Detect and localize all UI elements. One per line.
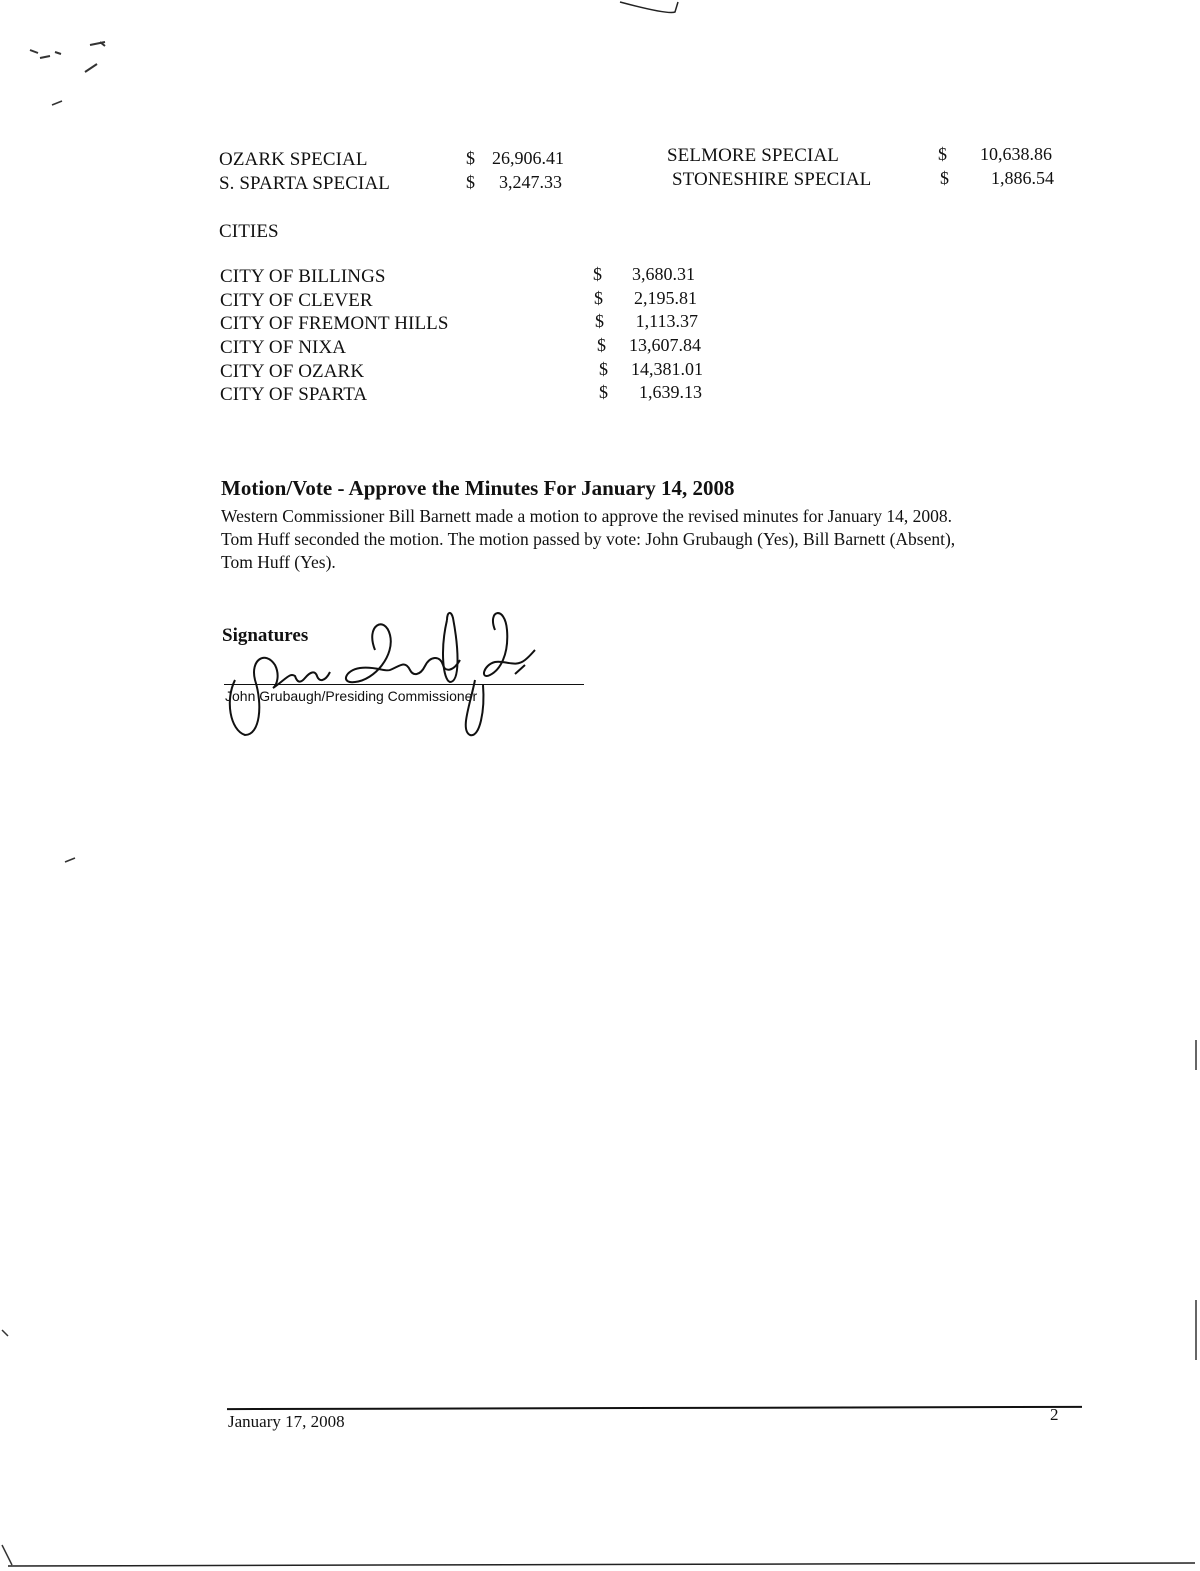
currency-symbol: $ [595,311,604,331]
motion-line-2: Tom Huff seconded the motion. The motion passed by vote: John Grubaugh (Yes), Bill Barnett (Absent), [221,529,956,549]
page-number: 2 [1050,1405,1059,1424]
currency-symbol: $ [938,144,947,164]
city-name: CITY OF FREMONT HILLS [220,313,449,334]
special-amount: 1,886.54 [991,168,1054,188]
city-amount: 1,113.37 [635,311,698,331]
special-amount: 26,906.41 [492,148,564,168]
currency-symbol: $ [599,382,608,402]
city-amount: 3,680.31 [632,264,695,284]
special-name: OZARK SPECIAL [219,149,368,170]
motion-line-1: Western Commissioner Bill Barnett made a motion to approve the revised minutes for January 14, 2008. [221,506,953,526]
motion-heading: Motion/Vote - Approve the Minutes For January 14, 2008 [221,476,735,500]
special-name: S. SPARTA SPECIAL [219,173,390,194]
signature-caption: John Grubaugh/Presiding Commissioner [225,688,478,704]
currency-symbol: $ [594,288,603,308]
cities-heading: CITIES [219,221,279,242]
city-amount: 14,381.01 [631,359,703,379]
city-name: CITY OF BILLINGS [220,266,386,287]
currency-symbol: $ [593,264,602,284]
city-name: CITY OF NIXA [220,337,347,358]
currency-symbol: $ [466,148,475,168]
special-amount: 3,247.33 [499,172,562,192]
city-name: CITY OF CLEVER [220,290,373,311]
currency-symbol: $ [599,359,608,379]
city-name: CITY OF SPARTA [220,384,368,405]
footer-rule [227,1406,1082,1410]
footer-date: January 17, 2008 [228,1412,345,1431]
city-name: CITY OF OZARK [220,361,365,382]
currency-symbol: $ [940,168,949,188]
signatures-label: Signatures [222,625,309,646]
special-name: SELMORE SPECIAL [667,145,839,166]
currency-symbol: $ [597,335,606,355]
city-amount: 2,195.81 [634,288,697,308]
special-name: STONESHIRE SPECIAL [672,169,872,190]
motion-line-3: Tom Huff (Yes). [221,552,336,572]
special-amount: 10,638.86 [980,144,1052,164]
motion-body [221,505,1081,574]
city-amount: 13,607.84 [629,335,701,355]
handwritten-signature [215,610,545,745]
currency-symbol: $ [466,172,475,192]
city-amount: 1,639.13 [639,382,702,402]
